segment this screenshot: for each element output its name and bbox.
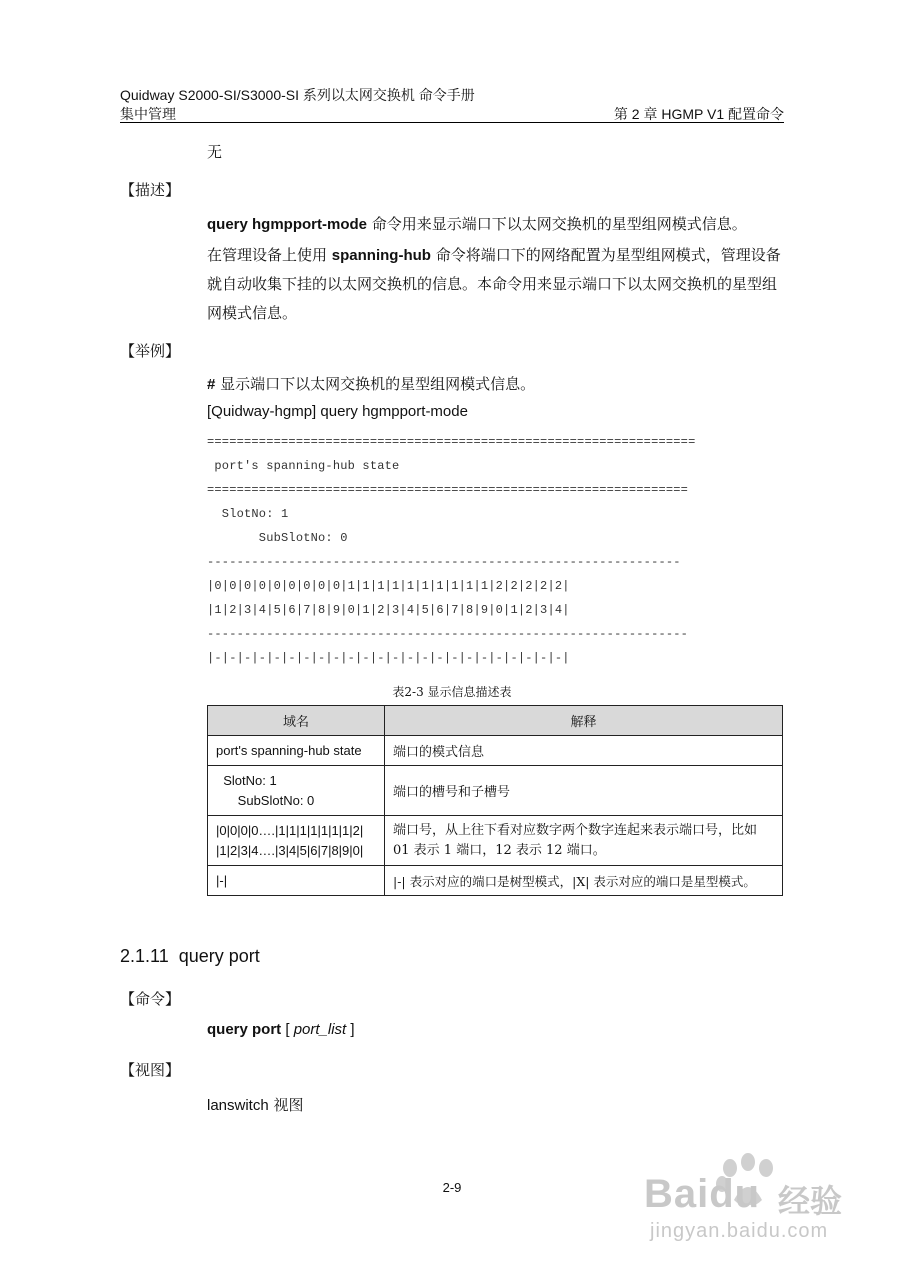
table-cell-field: port's spanning-hub state <box>208 736 385 766</box>
view-line <box>207 1094 303 1115</box>
output-line-9: ----------------------------------------------------------------- <box>207 627 689 641</box>
table-caption: 表2-3 显示信息描述表 <box>392 685 512 699</box>
description-text-2-pre: 在管理设备上使用 <box>207 246 332 264</box>
example-comment-text: 显示端口下以太网交换机的星型组网模式信息。 <box>215 375 536 393</box>
bracket-close: ] <box>346 1021 355 1038</box>
output-line-1: ================================================================== <box>207 435 696 449</box>
example-prompt: [Quidway-hgmp] query hgmpport-mode <box>207 403 468 420</box>
table-cell-field <box>208 766 385 816</box>
table-row <box>208 766 783 816</box>
header-subtitle: 集中管理 <box>120 106 176 122</box>
spanning-hub-command: spanning-hub <box>331 247 431 264</box>
description-heading: 【描述】 <box>120 181 181 199</box>
output-line-5: SubSlotNo: 0 <box>207 531 348 545</box>
table-row <box>208 736 783 766</box>
output-line-10: |-|-|-|-|-|-|-|-|-|-|-|-|-|-|-|-|-|-|-|-|-|-|-|-| <box>207 651 570 665</box>
view-heading: 【视图】 <box>120 1061 181 1079</box>
description-paragraph-1 <box>207 213 747 234</box>
view-suffix: 视图 <box>268 1096 304 1114</box>
output-line-4: SlotNo: 1 <box>207 507 289 521</box>
table-cell-desc: |-| 表示对应的端口是树型模式，|X| 表示对应的端口是星型模式。 <box>385 866 783 896</box>
description-paragraph-2 <box>207 241 785 328</box>
command-param: port_list <box>293 1021 347 1038</box>
command-syntax <box>207 1021 355 1038</box>
example-heading: 【举例】 <box>120 342 181 360</box>
table-row <box>208 816 783 866</box>
port-digits-line-1: |0|0|0|0….|1|1|1|1|1|1|1|2| <box>216 822 364 838</box>
table-cell-field <box>208 816 385 866</box>
header-title: Quidway S2000-SI/S3000-SI 系列以太网交换机 命令手册 <box>120 87 475 103</box>
table-row <box>208 866 783 896</box>
slotno-line: SlotNo: 1 <box>216 772 277 788</box>
subslotno-line: SubSlotNo: 0 <box>216 792 315 808</box>
watermark-brand: Baidu <box>644 1172 761 1216</box>
baidu-watermark <box>630 1150 880 1250</box>
section-title: 2.1.11 query port <box>120 946 260 966</box>
table-header-desc: 解释 <box>385 706 783 736</box>
table-cell-desc <box>385 816 783 866</box>
table-cell-desc: 端口的槽号和子槽号 <box>385 766 783 816</box>
watermark-url: jingyan.baidu.com <box>650 1220 829 1242</box>
hash-mark: # <box>207 376 216 393</box>
output-line-7: |0|0|0|0|0|0|0|0|0|1|1|1|1|1|1|1|1|1|1|2|2|2|2|2| <box>207 579 570 593</box>
output-line-6: ---------------------------------------------------------------- <box>207 555 681 569</box>
output-line-3: ================================================================= <box>207 483 689 497</box>
table-cell-field: |-| <box>208 866 385 896</box>
output-line-8: |1|2|3|4|5|6|7|8|9|0|1|2|3|4|5|6|7|8|9|0|1|2|3|4| <box>207 603 570 617</box>
header-rule <box>120 122 784 123</box>
description-table <box>207 705 783 896</box>
command-heading: 【命令】 <box>120 990 181 1008</box>
description-text-1: 命令用来显示端口下以太网交换机的星型组网模式信息。 <box>367 215 747 233</box>
page-number: 2-9 <box>442 1180 462 1195</box>
command-name: query hgmpport-mode <box>207 216 367 233</box>
table-header-field: 域名 <box>208 706 385 736</box>
example-comment <box>207 373 535 394</box>
port-digits-line-2: |1|2|3|4….|3|4|5|6|7|8|9|0| <box>216 842 364 858</box>
header-chapter: 第 2 章 HGMP V1 配置命令 <box>613 106 784 122</box>
bracket-open: [ <box>281 1021 294 1038</box>
default-value: 无 <box>207 143 223 161</box>
table-cell-desc: 端口的模式信息 <box>385 736 783 766</box>
port-desc-line-1: 端口号，从上往下看对应数字两个数字连起来表示端口号，比如 <box>393 822 758 838</box>
port-desc-line-2: 01 表示 1 端口，12 表示 12 端口。 <box>393 842 606 858</box>
description-text-2-post: 命令将端口下的网络配置为星型组网模式，管理设备就自动收集下挂的以太网交换机的信息。本命令用来显示端口下以太网交换机的星型组网模式信息。 <box>207 246 781 322</box>
command-keyword: query port <box>207 1021 282 1038</box>
output-line-2: port's spanning-hub state <box>207 459 400 473</box>
view-name: lanswitch <box>207 1097 269 1114</box>
watermark-brand-cn: 经验 <box>778 1182 843 1220</box>
